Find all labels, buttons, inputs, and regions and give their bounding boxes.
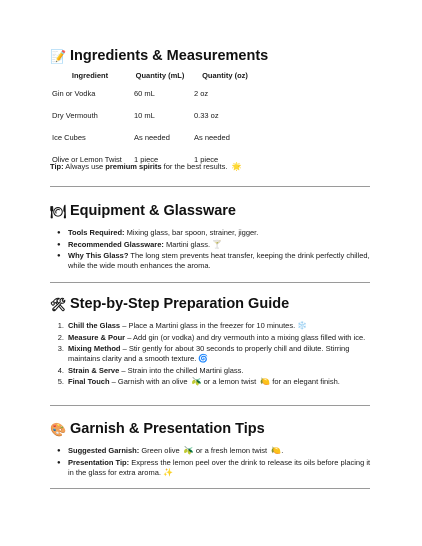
item-text: The long stem prevents heat transfer, keeping the drink perfectly chilled, while the wide mouth enhances the aroma. (68, 251, 370, 270)
lemon-icon: 🍋 (271, 446, 282, 455)
step-number: 4. (57, 365, 64, 375)
table-cell: Dry Vermouth (52, 110, 98, 120)
section-title-preparation (50, 296, 289, 312)
section-title-ingredients (50, 48, 268, 64)
step-label: Final Touch (68, 377, 110, 386)
list-item (52, 240, 372, 250)
item-text: Mixing glass, bar spoon, strainer, jigger. (124, 228, 259, 237)
table-header: Quantity (oz) (202, 70, 248, 80)
section-title-text: Garnish & Presentation Tips (70, 421, 265, 437)
item-label: Presentation Tip: (68, 457, 130, 467)
table-cell: Ice Cubes (52, 132, 86, 142)
step-text: – Place a Martini glass in the freezer for 10 minutes. (120, 321, 296, 330)
table-header: Ingredient (71, 70, 109, 80)
table-row (50, 126, 260, 148)
memo-icon: 📝 (50, 48, 67, 64)
snowflake-icon: ❄️ (297, 321, 308, 330)
table-row (50, 82, 260, 104)
step-text: – Strain into the chilled Martini glass. (119, 365, 244, 375)
divider (50, 186, 370, 187)
section-title-text: Ingredients & Measurements (70, 48, 269, 64)
preparation-steps (52, 321, 372, 389)
tools-icon: 🛠 (50, 296, 67, 312)
item-label: Why This Glass? (68, 251, 129, 260)
step-text: – Stir gently for about 30 seconds to properly chill and dilute. Stirring maintains clarity and a smooth texture. (68, 344, 350, 363)
lemon-icon: 🍋 (260, 377, 271, 386)
divider (50, 282, 370, 283)
table-cell: Olive or Lemon Twist (52, 154, 122, 164)
tip-text: Always use (63, 162, 106, 171)
section-title-equipment (50, 203, 236, 219)
table-cell: 0.33 oz (194, 110, 219, 120)
garnish-list (52, 446, 372, 479)
tip-label: Tip: (50, 162, 64, 171)
table-header-row (50, 68, 260, 82)
step-item (52, 366, 372, 376)
table-header: Quantity (mL) (135, 70, 185, 80)
palette-icon: 🎨 (50, 421, 67, 437)
tip-line (50, 162, 242, 171)
section-title-text: Step-by-Step Preparation Guide (70, 296, 290, 312)
table-cell: 2 oz (194, 88, 209, 98)
item-text: or a fresh lemon twist (193, 446, 270, 455)
swirl-icon: 🌀 (198, 354, 209, 363)
section-title-garnish (50, 421, 265, 437)
item-label: Suggested Garnish: (68, 446, 140, 455)
list-item (52, 458, 372, 478)
step-text: – Add gin (or vodka) and dry vermouth into a mixing glass filled with ice. (125, 332, 366, 342)
item-label: Tools Required: (68, 228, 125, 237)
tip-text-end: for the best results. (161, 162, 228, 171)
olive-icon: 🫒 (183, 446, 194, 455)
tip-bold: premium spirits (105, 162, 162, 171)
table-cell: As needed (134, 132, 170, 142)
step-number: 5. (57, 377, 64, 386)
step-item (52, 333, 372, 343)
step-text: – Garnish with an olive (109, 377, 190, 386)
item-label: Recommended Glassware: (68, 239, 164, 249)
equipment-list (52, 228, 372, 273)
table-row (50, 104, 260, 126)
step-number: 1. (57, 321, 64, 330)
item-text: Green olive (139, 446, 182, 455)
table-cell: 1 piece (194, 154, 219, 164)
step-number: 2. (57, 332, 64, 342)
section-title-text: Equipment & Glassware (70, 203, 236, 219)
list-item (52, 228, 372, 238)
item-text: . (281, 446, 284, 455)
plate-icon: 🍽 (50, 203, 67, 219)
table-cell: As needed (194, 132, 230, 142)
step-label: Strain & Serve (68, 365, 120, 375)
step-item (52, 321, 372, 331)
step-text: or a lemon twist (201, 377, 259, 386)
step-text: for an elegant finish. (270, 377, 340, 386)
divider (50, 405, 370, 406)
step-label: Mixing Method (68, 344, 121, 353)
divider (50, 488, 370, 489)
step-label: Chill the Glass (68, 321, 121, 330)
martini-icon: 🍸 (212, 239, 223, 249)
table-cell: 60 mL (134, 88, 155, 98)
star-icon: 🌟 (231, 162, 242, 171)
step-item (52, 344, 372, 364)
step-label: Measure & Pour (68, 332, 126, 342)
step-item (52, 377, 372, 387)
list-item (52, 251, 372, 271)
table-cell: Gin or Vodka (52, 88, 96, 98)
item-text: Martini glass. (163, 239, 211, 249)
step-number: 3. (57, 344, 64, 353)
olive-icon: 🫒 (191, 377, 202, 386)
sparkles-icon: ✨ (162, 467, 173, 477)
list-item (52, 446, 372, 456)
table-cell: 10 mL (134, 110, 155, 120)
table-cell: 1 piece (134, 154, 159, 164)
item-text: Express the lemon peel over the drink to release its oils before placing it in the glass for extra aroma. (68, 457, 371, 477)
ingredients-table (50, 68, 260, 170)
